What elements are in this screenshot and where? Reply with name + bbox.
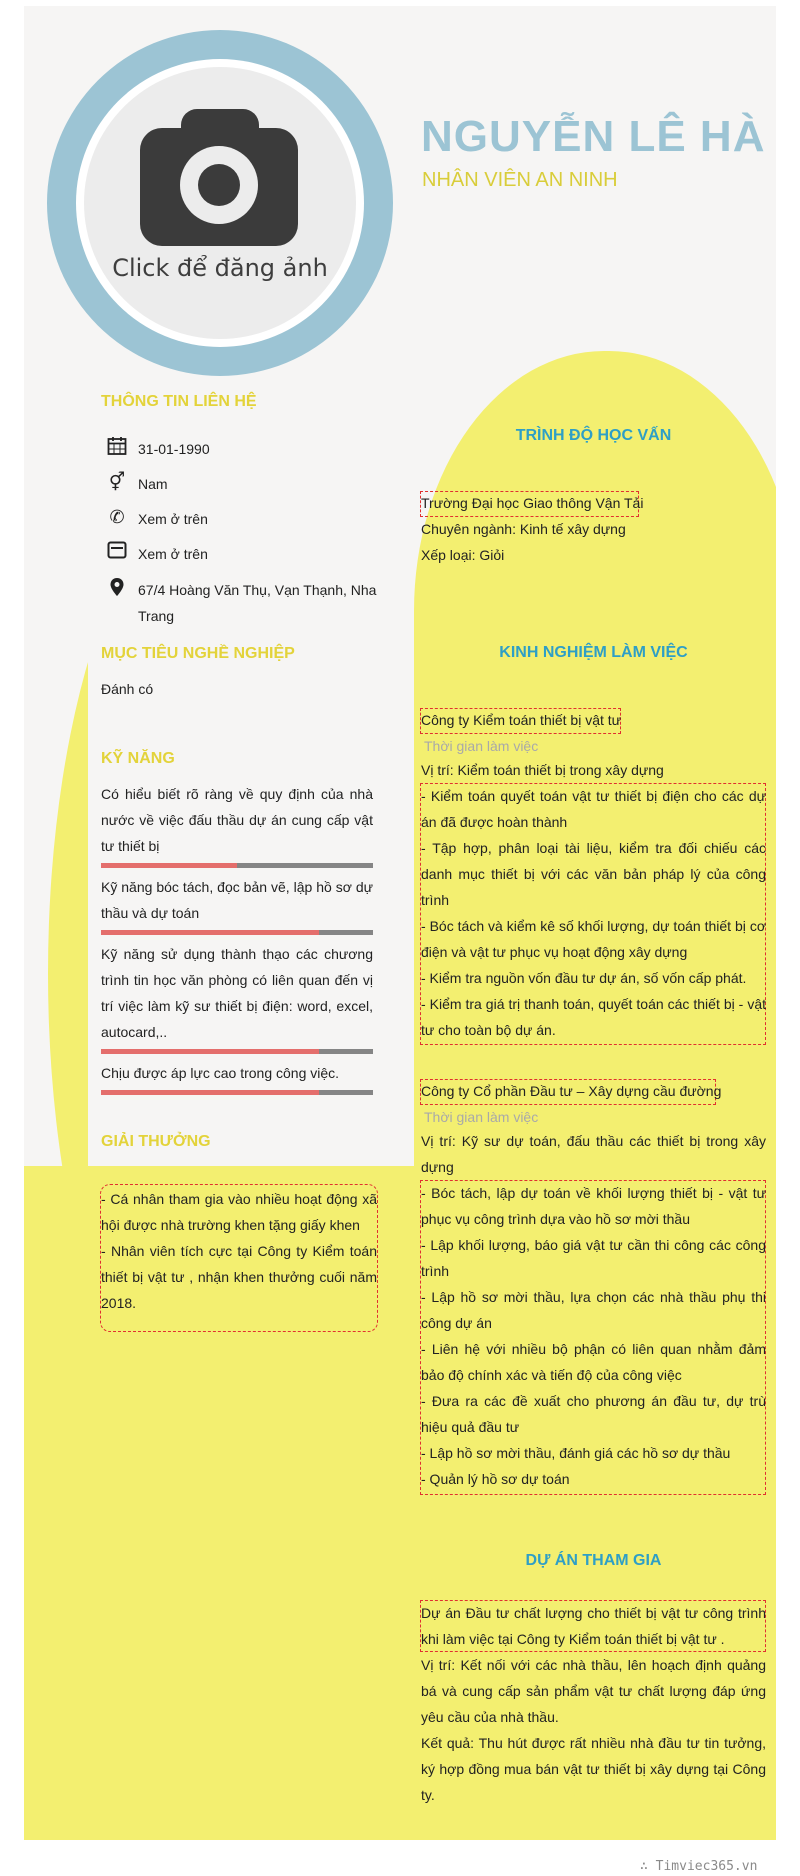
task-item: - Liên hệ với nhiều bộ phận có liên quan nhằm đảm bảo độ chính xác và tiến độ của công việc bbox=[421, 1341, 766, 1383]
skill-bar-fill bbox=[101, 863, 237, 868]
task-item: - Lập hồ sơ mời thầu, lựa chọn các nhà thầu phụ thi công dự án bbox=[421, 1289, 766, 1331]
skill-bar bbox=[101, 1049, 373, 1054]
skill-bar-fill bbox=[101, 1090, 319, 1095]
calendar-icon bbox=[104, 436, 130, 461]
skill-item bbox=[101, 1060, 373, 1095]
skill-bar-fill bbox=[101, 1049, 319, 1054]
skill-item bbox=[101, 941, 373, 1054]
birthday-value: 31-01-1990 bbox=[138, 441, 210, 457]
location-icon bbox=[104, 577, 130, 602]
task-item: - Đưa ra các đề xuất cho phương án đầu tư, dự trù hiệu quả đầu tư bbox=[421, 1393, 766, 1435]
task-item: - Lập hồ sơ mời thầu, đánh giá các hồ sơ dự thầu bbox=[421, 1445, 731, 1461]
skill-label: Có hiểu biết rõ ràng về quy định của nhà nước về việc đấu thầu dự án cung cấp vật tư thiết bị bbox=[101, 786, 373, 854]
skill-bar-fill bbox=[101, 930, 319, 935]
award-item: - Nhân viên tích cực tại Công ty Kiểm toán thiết bị vật tư , nhận khen thưởng cuối năm 2018. bbox=[101, 1243, 377, 1311]
education-section-title: TRÌNH ĐỘ HỌC VẤN bbox=[515, 427, 672, 444]
experience-section-title: KINH NGHIỆM LÀM VIỆC bbox=[499, 644, 688, 661]
task-item: - Kiểm tra giá trị thanh toán, quyết toán các thiết bị - vật tư cho toàn bộ dự án. bbox=[421, 996, 766, 1038]
job-tasks bbox=[421, 1180, 766, 1492]
task-item: - Bóc tách và kiểm kê số khối lượng, dự toán thiết bị cơ điện và vật tư phục vụ hoạt động xây dựng bbox=[421, 918, 766, 960]
phone-icon: ✆ bbox=[109, 507, 125, 527]
awards-section-title: GIẢI THƯỞNG bbox=[101, 1133, 211, 1150]
education-school: Trường Đại học Giao thông Vận Tải bbox=[421, 495, 644, 511]
avatar-upload-label[interactable]: Click để đăng ảnh bbox=[112, 254, 328, 282]
watermark[interactable]: ∴ Timviec365.vn bbox=[640, 1859, 758, 1874]
job-period: Thời gian làm việc bbox=[424, 738, 539, 754]
task-item: - Tập hợp, phân loại tài liệu, kiểm tra đối chiếu các danh mục thiết bị với các văn bản pháp lý của công trình bbox=[421, 840, 766, 908]
projects-section-title: DỰ ÁN THAM GIA bbox=[525, 1552, 662, 1569]
contact-birthday bbox=[104, 436, 388, 462]
job-period: Thời gian làm việc bbox=[424, 1109, 539, 1125]
skills-section-title: KỸ NĂNG bbox=[101, 750, 175, 767]
skill-bar bbox=[101, 863, 373, 868]
skill-label: Kỹ năng bóc tách, đọc bản vẽ, lập hồ sơ dự thầu và dự toán bbox=[101, 879, 373, 921]
education-grade: Xếp loại: Giỏi bbox=[421, 547, 505, 563]
email-icon bbox=[104, 541, 130, 564]
project-role: Vị trí: Kết nối với các nhà thầu, lên hoạch định quảng bá và cung cấp sản phẩm vật tư chất lượng đáp ứng yêu cầu của nhà thầu. bbox=[421, 1657, 766, 1725]
task-item: - Lập khối lượng, báo giá vật tư cần thi công các công trình bbox=[421, 1237, 766, 1279]
contact-email bbox=[104, 541, 388, 567]
awards-text bbox=[101, 1186, 377, 1316]
objective-text: Đánh có bbox=[101, 681, 154, 697]
skill-item bbox=[101, 874, 373, 935]
contact-gender bbox=[104, 471, 388, 497]
job-company: Công ty Kiểm toán thiết bị vật tư bbox=[421, 712, 622, 728]
job-position: Vị trí: Kiểm toán thiết bị trong xây dựng bbox=[421, 762, 664, 778]
education-major: Chuyên ngành: Kinh tế xây dựng bbox=[421, 521, 626, 537]
skill-bar bbox=[101, 930, 373, 935]
contact-section-title: THÔNG TIN LIÊN HỆ bbox=[101, 393, 257, 410]
task-item: - Quản lý hồ sơ dự toán bbox=[421, 1471, 570, 1487]
project-name: Dự án Đầu tư chất lượng cho thiết bị vật tư công trình khi làm việc tại Công ty Kiểm toán thiết bị vật tư . bbox=[421, 1605, 766, 1647]
task-item: - Kiểm toán quyết toán vật tư thiết bị điện cho các dự án đã được hoàn thành bbox=[421, 788, 766, 830]
task-item: - Kiểm tra nguồn vốn đầu tư dự án, số vốn cấp phát. bbox=[421, 970, 747, 986]
job-company: Công ty Cổ phần Đầu tư – Xây dựng cầu đường bbox=[421, 1083, 722, 1099]
gender-value: Nam bbox=[138, 476, 168, 492]
address-value: 67/4 Hoàng Văn Thụ, Vạn Thạnh, Nha Trang bbox=[138, 582, 377, 624]
job-tasks bbox=[421, 783, 766, 1043]
contact-phone bbox=[104, 506, 388, 532]
project-result: Kết quả: Thu hút được rất nhiều nhà đầu tư tin tưởng, ký hợp đồng mua bán vật tư thiết bị xây dựng tại Công ty. bbox=[421, 1735, 766, 1803]
task-item: - Bóc tách, lập dự toán về khối lượng thiết bị - vật tư phục vụ công trình dựa vào hồ sơ mời thầu bbox=[421, 1185, 766, 1227]
phone-value[interactable]: Xem ở trên bbox=[138, 511, 208, 527]
skill-item bbox=[101, 781, 373, 868]
skill-label: Kỹ năng sử dụng thành thạo các chương trình tin học văn phòng có liên quan đến vị trí việc làm kỹ sư thiết bị điện: word, excel, autocard,.. bbox=[101, 946, 373, 1040]
gender-icon: ⚥ bbox=[108, 472, 126, 492]
job-title: NHÂN VIÊN AN NINH bbox=[422, 169, 618, 191]
award-item: - Cá nhân tham gia vào nhiều hoạt động xã hội được nhà trường khen tặng giấy khen bbox=[101, 1191, 377, 1233]
skill-label: Chịu được áp lực cao trong công việc. bbox=[101, 1065, 340, 1081]
contact-address bbox=[104, 577, 388, 629]
skill-bar bbox=[101, 1090, 373, 1095]
candidate-name: NGUYỄN LÊ HÀ bbox=[421, 112, 766, 161]
job-position: Vị trí: Kỹ sư dự toán, đấu thầu các thiết bị trong xây dựng bbox=[421, 1133, 766, 1175]
email-value[interactable]: Xem ở trên bbox=[138, 546, 208, 562]
objective-section-title: MỤC TIÊU NGHỀ NGHIỆP bbox=[101, 645, 295, 662]
